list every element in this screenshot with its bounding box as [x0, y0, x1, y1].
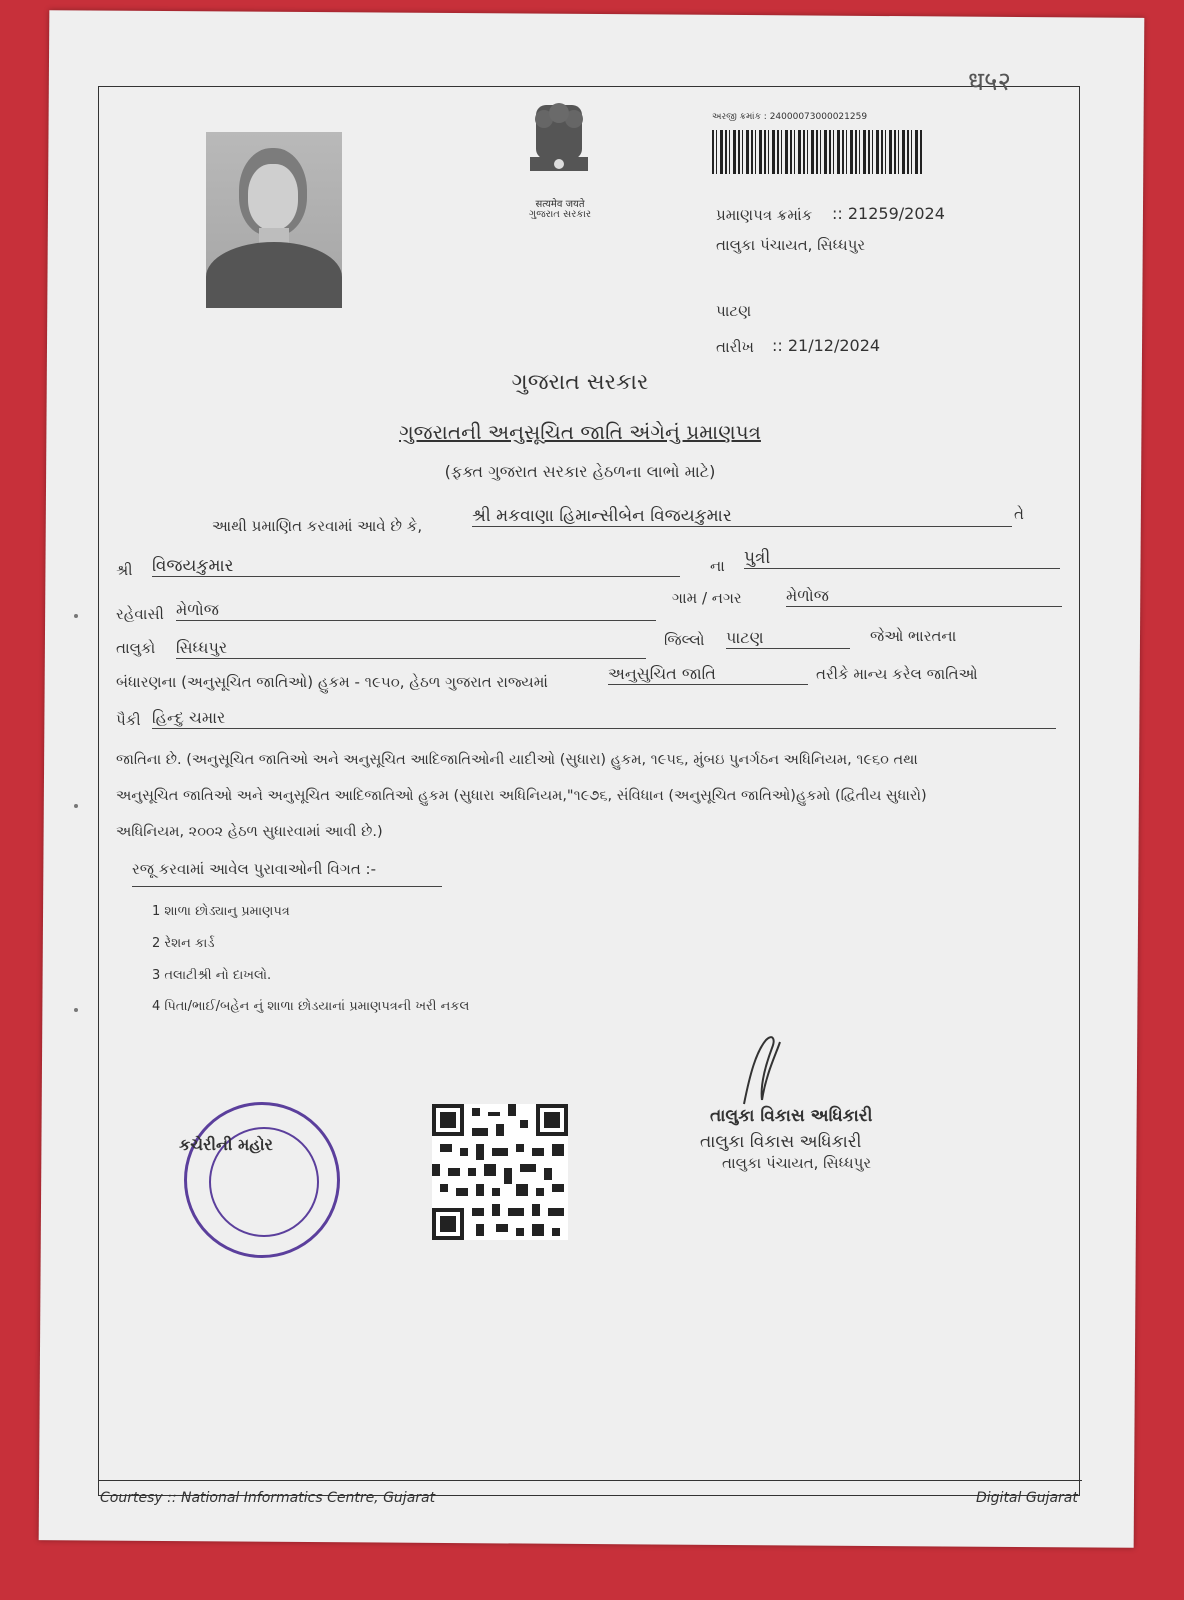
issuing-office: તાલુકા પંચાયત, સિધ્ધપુર	[716, 236, 866, 254]
na-label: ના	[710, 557, 725, 575]
office-seal	[179, 1102, 340, 1258]
evidence-item: 1 શાળા છોડ્યાનુ પ્રમાણપત્ર	[152, 904, 290, 919]
government-heading: ગુજરાત સરકાર	[511, 370, 649, 395]
punch-mark	[74, 804, 78, 808]
among-label: પૈકી	[116, 711, 141, 729]
who-india-text: જેઓ ભારતના	[870, 627, 957, 645]
te-label: તે	[1014, 505, 1024, 523]
certificate-title: ગુજરાતની અનુસૂચિત જાતિ અંગેનું પ્રમાણપત્ર	[399, 420, 761, 444]
footer-courtesy: Courtesy :: National Informatics Centre, Gujarat	[100, 1490, 436, 1506]
place: પાટણ	[716, 302, 752, 320]
punch-mark	[74, 614, 78, 618]
evidence-item: 3 તલાટીશ્રી નો દાખલો.	[152, 968, 272, 983]
caste-value: હિન્દુ ચમાર	[152, 708, 1056, 729]
district-value: પાટણ	[726, 628, 850, 649]
date-label: તારીખ	[716, 338, 754, 356]
village-label: ગામ / નગર	[672, 589, 742, 607]
category-value: અનુસુચિત જાતિ	[608, 664, 808, 685]
evidence-item: 2 રેશન કાર્ડ	[152, 936, 215, 951]
certificate-subtitle: (ફક્ત ગુજરાત સરકાર હેઠળના લાભો માટે)	[444, 462, 716, 481]
taluka-value: સિધ્ધપુર	[176, 638, 646, 659]
signatory-line-1: તાલુકા વિકાસ અધિકારી	[710, 1106, 873, 1126]
punch-mark	[74, 1008, 78, 1012]
certify-prefix: આથી પ્રમાણિત કરવામાં આવે છે કે,	[212, 517, 423, 535]
paragraph-line-1: જાતિના છે. (અનુસૂચિત જાતિઓ અને અનુસૂચિત આદિજાતિઓની યાદીઓ (સુધારા) હુકમ, ૧૯૫૬, મુંબઇ પુનર્ગઠન અધિનિયમ, ૧૯૬૦ તથા	[116, 752, 918, 768]
emblem-caption-2: ગુજરાત સરકાર	[528, 209, 592, 220]
paragraph-line-2: અનુસૂચિત જાતિઓ અને અનુસૂચિત આદિજાતિઓ હુકમ (સુધારા અધિનિયમ,"૧૯૭૬, સંવિધાન (અનુસૂચિત જાતિઓ)હુકમો (દ્વિતીય સુધારો)	[116, 788, 927, 804]
seal-text: કચેરીની મહોર	[179, 1135, 273, 1154]
national-emblem-icon	[514, 95, 604, 195]
footer-divider	[98, 1480, 1082, 1481]
date-value: :: 21/12/2024	[772, 336, 881, 355]
signatory-line-2: તાલુકા વિકાસ અધિકારી	[700, 1132, 862, 1152]
district-label: જિલ્લો	[664, 631, 705, 649]
paragraph-line-3: અધિનિયમ, ૨૦૦૨ હેઠળ સુધારવામાં આવી છે.)	[116, 824, 383, 840]
barcode-label: અરજી ક્રમાંક : 24000073000021259	[712, 112, 868, 122]
recognized-text: તરીકે માન્ય કરેલ જાતિઓ	[816, 665, 978, 683]
resident-label: રહેવાસી	[116, 605, 164, 623]
relation: પુત્રી	[744, 548, 1060, 569]
taluka-label: તાલુકો	[116, 639, 156, 657]
resident-value: મેળોજ	[176, 600, 656, 621]
barcode	[712, 130, 924, 174]
signatory-line-3: તાલુકા પંચાયત, સિધ્ધપુર	[722, 1154, 872, 1172]
evidence-heading: રજૂ કરવામાં આવેલ પુરાવાઓની વિગત :-	[132, 860, 442, 887]
village-value: મેળોજ	[786, 586, 1062, 607]
qr-code	[432, 1104, 568, 1240]
applicant-name: શ્રી મકવાણા હિમાન્સીબેન વિજયકુમાર	[472, 506, 1012, 527]
handwritten-number: ध५२	[968, 67, 1012, 97]
father-name: વિજયકુમાર	[152, 556, 680, 577]
footer-digital-gujarat: Digital Gujarat	[976, 1490, 1078, 1506]
shri-label: શ્રી	[116, 561, 133, 579]
certificate-number-label: પ્રમાણપત્ર ક્રમાંક	[716, 206, 813, 224]
signature	[736, 1034, 796, 1114]
evidence-item: 4 પિતા/ભાઈ/બહેન નું શાળા છોડયાનાં પ્રમાણપત્રની ખરી નકલ	[152, 999, 470, 1014]
emblem-caption-1: सत्यमेव जयते	[535, 199, 585, 210]
constitution-text: બંધારણના (અનુસૂચિત જાતિઓ) હુકમ - ૧૯૫૦, હેઠળ ગુજરાત રાજ્યમાં	[116, 673, 548, 691]
certificate-number-value: :: 21259/2024	[832, 204, 945, 223]
applicant-photo	[206, 132, 342, 308]
